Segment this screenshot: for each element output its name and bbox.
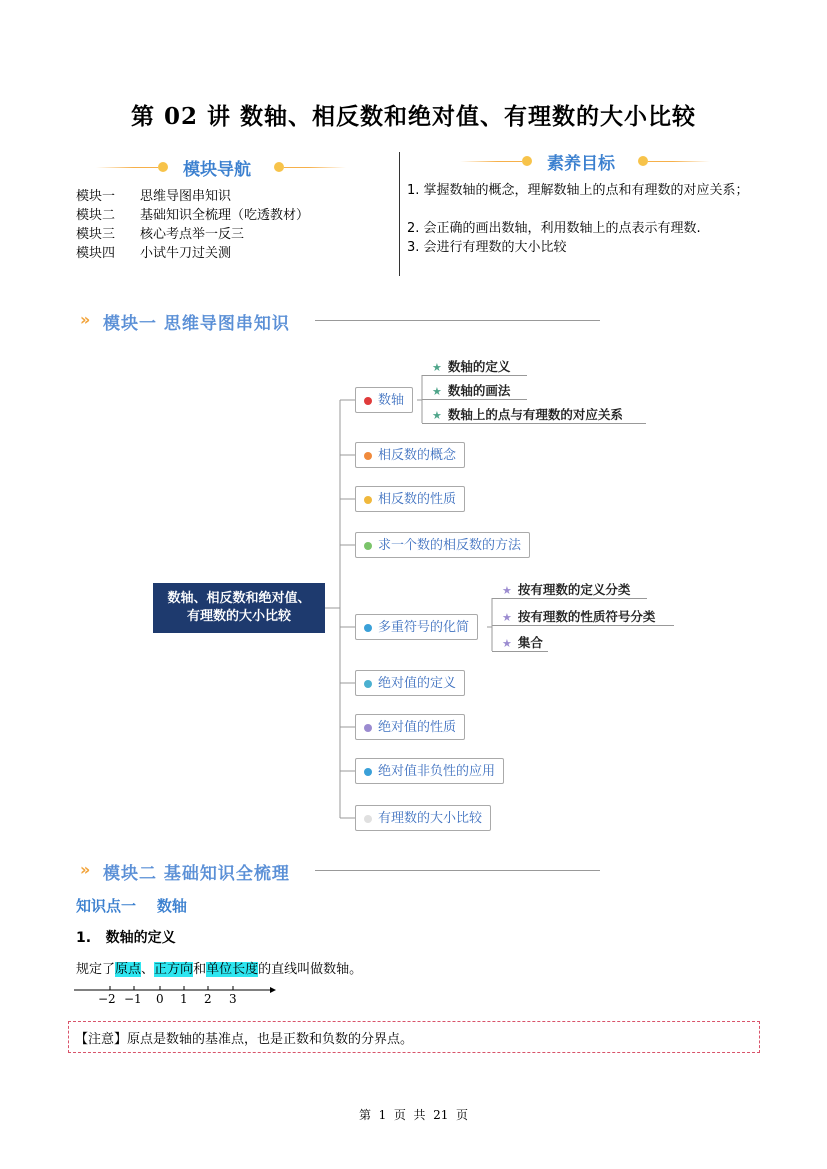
tick-label: 2 — [204, 992, 212, 1006]
nav-row: 模块三 核心考点举一反三 — [76, 227, 245, 242]
goal-item: 1. 掌握数轴的概念，理解数轴上的点和有理数的对应关系； — [407, 183, 749, 198]
page-title: 第 02 讲 数轴、相反数和绝对值、有理数的大小比较 — [130, 103, 697, 130]
mindmap-node: 求一个数的相反数的方法 — [355, 532, 530, 558]
star-icon: ★ — [432, 385, 442, 398]
mindmap-leaf: ★ 集合 — [502, 635, 543, 650]
divider — [492, 651, 548, 652]
mindmap-node: 相反数的概念 — [355, 442, 465, 468]
mindmap-leaf: ★ 按有理数的性质符号分类 — [502, 609, 656, 624]
star-icon: ★ — [502, 637, 512, 650]
divider — [422, 399, 527, 400]
module2-title: 模块二 基础知识全梳理 — [103, 864, 290, 884]
mindmap-leaf: ★ 按有理数的定义分类 — [502, 582, 631, 597]
mindmap-leaf: ★ 数轴的定义 — [432, 359, 511, 374]
mindmap-node: 数轴 — [355, 387, 413, 413]
bullet-icon — [364, 624, 372, 632]
divider — [492, 598, 647, 599]
divider — [492, 625, 674, 626]
goals-heading: 素养目标 — [547, 154, 615, 174]
mindmap-node: 绝对值的定义 — [355, 670, 465, 696]
bullet-icon — [364, 815, 372, 823]
mindmap-node: 多重符号的化简 — [355, 614, 478, 640]
tick-label: −1 — [124, 992, 142, 1006]
star-icon: ★ — [502, 611, 512, 624]
module1-title: 模块一 思维导图串知识 — [103, 314, 290, 334]
knowledge-point-title: 知识点一 数轴 — [76, 897, 187, 915]
mindmap-leaf: ★ 数轴上的点与有理数的对应关系 — [432, 407, 623, 422]
note-box: 【注意】原点是数轴的基准点，也是正数和负数的分界点。 — [68, 1021, 760, 1053]
section-heading: 1. 数轴的定义 — [76, 930, 176, 946]
bullet-icon — [364, 542, 372, 550]
star-icon: ★ — [432, 361, 442, 374]
bullet-icon — [364, 496, 372, 504]
star-icon: ★ — [432, 409, 442, 422]
divider — [315, 870, 600, 871]
mindmap-node: 相反数的性质 — [355, 486, 465, 512]
tick-label: 3 — [229, 992, 237, 1006]
bullet-icon — [364, 397, 372, 405]
mindmap-node: 绝对值非负性的应用 — [355, 758, 504, 784]
bullet-icon — [364, 680, 372, 688]
nav-row: 模块四 小试牛刀过关测 — [76, 246, 232, 261]
goal-item: 2. 会正确的画出数轴，利用数轴上的点表示有理数. — [407, 221, 701, 236]
bullet-icon — [364, 768, 372, 776]
bullet-icon — [364, 452, 372, 460]
mindmap-leaf: ★ 数轴的画法 — [432, 383, 511, 398]
goal-item: 3. 会进行有理数的大小比较 — [407, 240, 567, 255]
divider — [422, 423, 646, 424]
mindmap-root: 数轴、相反数和绝对值、 有理数的大小比较 — [153, 583, 325, 633]
mindmap-node: 绝对值的性质 — [355, 714, 465, 740]
tick-label: −2 — [98, 992, 116, 1006]
star-icon: ★ — [502, 584, 512, 597]
nav-row: 模块一 思维导图串知识 — [76, 189, 232, 204]
mindmap-node: 有理数的大小比较 — [355, 805, 491, 831]
tick-label: 0 — [156, 992, 164, 1006]
nav-row: 模块二 基础知识全梳理（吃透教材） — [76, 208, 310, 223]
tick-label: 1 — [180, 992, 188, 1006]
definition-text: 规定了原点、正方向和单位长度的直线叫做数轴。 — [76, 962, 363, 977]
page-footer: 第 1 页 共 21 页 — [358, 1108, 469, 1122]
divider — [422, 375, 527, 376]
chevron-icon: » — [80, 860, 91, 879]
chevron-icon: » — [80, 310, 91, 329]
nav-heading: 模块导航 — [183, 160, 251, 180]
bullet-icon — [364, 724, 372, 732]
